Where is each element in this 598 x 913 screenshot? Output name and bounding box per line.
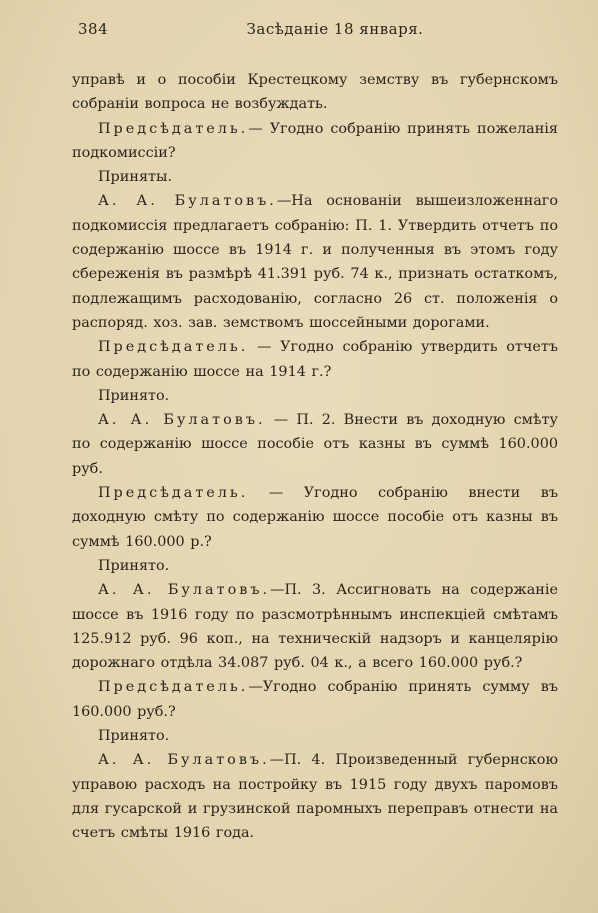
paragraph-text: Принято. bbox=[98, 728, 170, 745]
speaker-name: А. А. Булатовъ. bbox=[98, 412, 266, 429]
paragraph bbox=[72, 165, 558, 189]
paragraph-text: — Угодно собранію внести въ доходную смѣту по содержанію шоссе пособіе отъ казны въ суммѣ 160.000 р.? bbox=[72, 485, 558, 550]
speaker-name: Предсѣдатель. bbox=[98, 339, 249, 356]
paragraph-text: управѣ и о пособіи Крестецкому земству въ губернскомъ собраніи вопроса не возбуждать. bbox=[72, 72, 558, 113]
paragraph bbox=[72, 335, 558, 384]
paragraph-text: Принято. bbox=[98, 387, 170, 404]
paragraph bbox=[72, 748, 558, 845]
page-header bbox=[72, 20, 558, 50]
paragraph bbox=[72, 554, 558, 578]
speaker-name: А. А. Булатовъ. bbox=[98, 752, 270, 769]
paragraph bbox=[72, 408, 558, 481]
speaker-name: Предсѣдатель. bbox=[98, 679, 249, 696]
paragraph-text: Принято. bbox=[98, 557, 170, 574]
speaker-name: Предсѣдатель. bbox=[98, 485, 249, 502]
paragraph bbox=[72, 724, 558, 748]
page-number: 384 bbox=[78, 20, 109, 38]
paragraph bbox=[72, 189, 558, 335]
paragraph bbox=[72, 578, 558, 675]
paragraph-text: —П. 4. Произведенный губернскою управою расходъ на постройку въ 1915 году двухъ паромовъ для гусарской и грузинской паромныхъ переправъ отнести на счетъ смѣты 1916 года. bbox=[72, 752, 558, 842]
speaker-name: А. А. Булатовъ. bbox=[98, 582, 271, 599]
paragraph bbox=[72, 481, 558, 554]
paragraph-text: —Угодно собранію принять сумму въ 160.000 руб.? bbox=[72, 679, 558, 720]
running-head: Засѣданіе 18 января. bbox=[246, 20, 424, 38]
paragraph-text: — Угодно собранію принять пожеланія подкомиссіи? bbox=[72, 120, 558, 161]
paragraph-text: —П. 3. Ассигновать на содержаніе шоссе въ 1916 году по разсмотрѣннымъ инспекціей смѣтамъ 125.912 руб. 96 коп., на техническій надзоръ и канцелярію дорожнаго отдѣла 34.087 руб. 04 к., а всего 160.000 руб.? bbox=[72, 582, 558, 672]
paragraph bbox=[72, 117, 558, 166]
paragraph bbox=[72, 68, 558, 117]
paragraph bbox=[72, 384, 558, 408]
body-text bbox=[72, 68, 558, 846]
speaker-name: Предсѣдатель. bbox=[98, 120, 249, 137]
paragraph-text: Приняты. bbox=[98, 169, 173, 186]
paragraph-text: — Угодно собранію утвердить отчетъ по содержанію шоссе на 1914 г.? bbox=[72, 339, 558, 380]
paragraph bbox=[72, 675, 558, 724]
paragraph-text: —На основаніи вышеизложеннаго подкомиссія предлагаетъ собранію: П. 1. Утвердить отчетъ по содержанію шоссе въ 1914 г. и полученныя въ этомъ году сбереженія въ размѣрѣ 41.391 руб. 74 к., признать остаткомъ, подлежащимъ расходованію, согласно 26 ст. положенія о распоряд. хоз. зав. земствомъ шоссейными дорогами. bbox=[72, 193, 558, 331]
speaker-name: А. А. Булатовъ. bbox=[98, 193, 277, 210]
paragraph-text: — П. 2. Внести въ доходную смѣту по содержанію шоссе пособіе отъ казны въ суммѣ 160.000 руб. bbox=[72, 412, 558, 477]
